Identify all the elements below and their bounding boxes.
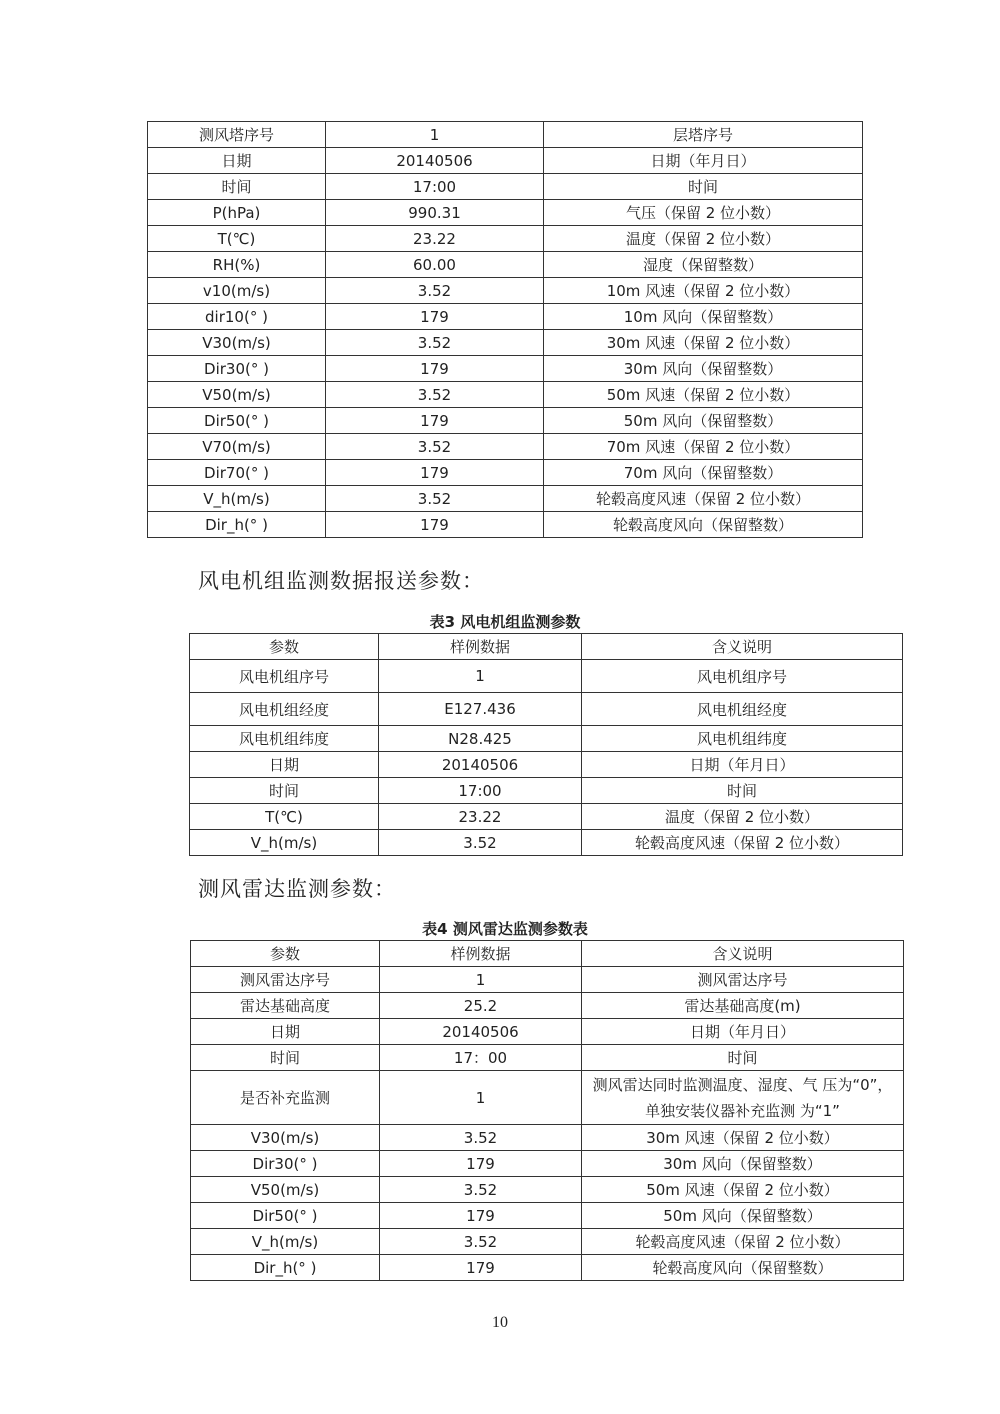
- table-cell: Dir_h(° ): [148, 512, 326, 538]
- table-cell: V50(m/s): [191, 1177, 380, 1203]
- table-cell: 17:00: [379, 778, 582, 804]
- table-cell: 20140506: [379, 752, 582, 778]
- table-cell: 10m 风向（保留整数）: [544, 304, 863, 330]
- table-cell: 20140506: [326, 148, 544, 174]
- table-cell: V70(m/s): [148, 434, 326, 460]
- table-cell: Dir_h(° ): [191, 1255, 380, 1281]
- table-row: [148, 226, 863, 252]
- table-cell: Dir50(° ): [191, 1203, 380, 1229]
- table-cell: 1: [380, 967, 582, 993]
- table-cell: 测风雷达同时监测温度、湿度、气 压为“0”，单独安装仪器补充监测 为“1”: [582, 1071, 904, 1125]
- table-row: [148, 252, 863, 278]
- table-row: [148, 174, 863, 200]
- table-cell: V30(m/s): [191, 1125, 380, 1151]
- table-cell: 3.52: [326, 330, 544, 356]
- table-cell: dir10(° ): [148, 304, 326, 330]
- table-row: [190, 660, 903, 693]
- table-cell: 3.52: [326, 486, 544, 512]
- table-cell: 179: [326, 408, 544, 434]
- table-cell: 23.22: [326, 226, 544, 252]
- section-heading-radar: 测风雷达监测参数：: [198, 877, 396, 901]
- table-row: [191, 1071, 904, 1125]
- table-row: [191, 1255, 904, 1281]
- table-caption-4: 表4 测风雷达监测参数表: [422, 920, 588, 938]
- table-cell: RH(%): [148, 252, 326, 278]
- table-header-row: [191, 941, 904, 967]
- table-cell: 样例数据: [380, 941, 582, 967]
- table-cell: 测风雷达序号: [191, 967, 380, 993]
- table-cell: 温度（保留 2 位小数）: [582, 804, 903, 830]
- table-cell: T(℃): [190, 804, 379, 830]
- table-cell: 3.52: [379, 830, 582, 856]
- table-cell: 179: [326, 460, 544, 486]
- table-cell: 179: [380, 1151, 582, 1177]
- table-cell: 日期: [191, 1019, 380, 1045]
- table-cell: 轮毂高度风向（保留整数）: [544, 512, 863, 538]
- table-cell: Dir70(° ): [148, 460, 326, 486]
- table-cell: 1: [379, 660, 582, 693]
- table-row: [191, 1045, 904, 1071]
- table-row: [148, 278, 863, 304]
- table-row: [148, 512, 863, 538]
- table-row: [190, 804, 903, 830]
- table-cell: 时间: [190, 778, 379, 804]
- table-cell: 风电机组经度: [582, 693, 903, 726]
- table-cell: 样例数据: [379, 634, 582, 660]
- table-cell: 时间: [544, 174, 863, 200]
- table-cell: 30m 风向（保留整数）: [582, 1151, 904, 1177]
- table-row: [148, 122, 863, 148]
- tower-params-table: [147, 121, 863, 538]
- table-cell: 风电机组序号: [190, 660, 379, 693]
- table-cell: 60.00: [326, 252, 544, 278]
- table-cell: 50m 风向（保留整数）: [582, 1203, 904, 1229]
- table-cell: 时间: [148, 174, 326, 200]
- table-row: [148, 434, 863, 460]
- table-cell: 日期（年月日）: [582, 752, 903, 778]
- table-cell: V_h(m/s): [191, 1229, 380, 1255]
- table-cell: 50m 风向（保留整数）: [544, 408, 863, 434]
- table-cell: 20140506: [380, 1019, 582, 1045]
- table-row: [148, 382, 863, 408]
- table-cell: 17：00: [380, 1045, 582, 1071]
- table-row: [191, 1151, 904, 1177]
- table-row: [148, 148, 863, 174]
- table-cell: 3.52: [326, 434, 544, 460]
- table-cell: 10m 风速（保留 2 位小数）: [544, 278, 863, 304]
- table-cell: 30m 风速（保留 2 位小数）: [582, 1125, 904, 1151]
- table-cell: 轮毂高度风速（保留 2 位小数）: [582, 1229, 904, 1255]
- table-cell: 3.52: [326, 278, 544, 304]
- table-cell: V50(m/s): [148, 382, 326, 408]
- table-cell: 雷达基础高度(m): [582, 993, 904, 1019]
- table-cell: 3.52: [380, 1125, 582, 1151]
- table-row: [190, 778, 903, 804]
- table-cell: 日期: [190, 752, 379, 778]
- table-cell: 3.52: [326, 382, 544, 408]
- table-row: [148, 304, 863, 330]
- table-cell: 参数: [191, 941, 380, 967]
- table-cell: 70m 风速（保留 2 位小数）: [544, 434, 863, 460]
- table-row: [148, 200, 863, 226]
- table-cell: 时间: [582, 778, 903, 804]
- table-cell: 179: [380, 1255, 582, 1281]
- table-cell: 风电机组经度: [190, 693, 379, 726]
- table-cell: Dir30(° ): [148, 356, 326, 382]
- table-cell: 3.52: [380, 1229, 582, 1255]
- table-header-row: [190, 634, 903, 660]
- table-caption-3: 表3 风电机组监测参数: [429, 613, 581, 631]
- table-cell: 气压（保留 2 位小数）: [544, 200, 863, 226]
- table-row: [191, 1019, 904, 1045]
- table-cell: 测风雷达序号: [582, 967, 904, 993]
- table-cell: V30(m/s): [148, 330, 326, 356]
- table-row: [191, 993, 904, 1019]
- table-cell: V_h(m/s): [190, 830, 379, 856]
- table-row: [190, 693, 903, 726]
- table-row: [191, 967, 904, 993]
- table-cell: 测风塔序号: [148, 122, 326, 148]
- table-row: [190, 726, 903, 752]
- table-cell: 179: [326, 304, 544, 330]
- table-row: [191, 1125, 904, 1151]
- table-cell: 1: [380, 1071, 582, 1125]
- table-cell: 层塔序号: [544, 122, 863, 148]
- table-cell: 50m 风速（保留 2 位小数）: [544, 382, 863, 408]
- table-cell: 含义说明: [582, 941, 904, 967]
- table-cell: 17:00: [326, 174, 544, 200]
- table-cell: 轮毂高度风向（保留整数）: [582, 1255, 904, 1281]
- table-cell: 轮毂高度风速（保留 2 位小数）: [582, 830, 903, 856]
- turbine-params-body: [190, 634, 903, 856]
- table-cell: 990.31: [326, 200, 544, 226]
- table-cell: 70m 风向（保留整数）: [544, 460, 863, 486]
- table-cell: 含义说明: [582, 634, 903, 660]
- table-cell: 3.52: [380, 1177, 582, 1203]
- table-row: [148, 486, 863, 512]
- table-cell: 风电机组纬度: [190, 726, 379, 752]
- table-row: [190, 830, 903, 856]
- table-cell: Dir30(° ): [191, 1151, 380, 1177]
- table-cell: 雷达基础高度: [191, 993, 380, 1019]
- table-cell: 风电机组序号: [582, 660, 903, 693]
- table-cell: 时间: [582, 1045, 904, 1071]
- table-cell: 是否补充监测: [191, 1071, 380, 1125]
- table-row: [148, 408, 863, 434]
- table-cell: 风电机组纬度: [582, 726, 903, 752]
- table-cell: 日期（年月日）: [544, 148, 863, 174]
- table-cell: 23.22: [379, 804, 582, 830]
- table-row: [191, 1229, 904, 1255]
- radar-params-body: [191, 941, 904, 1281]
- table-cell: 时间: [191, 1045, 380, 1071]
- table-cell: N28.425: [379, 726, 582, 752]
- table-cell: E127.436: [379, 693, 582, 726]
- table-cell: 50m 风速（保留 2 位小数）: [582, 1177, 904, 1203]
- table-cell: T(℃): [148, 226, 326, 252]
- turbine-params-table: [189, 633, 903, 856]
- table-row: [190, 752, 903, 778]
- table-cell: 1: [326, 122, 544, 148]
- table-cell: 179: [326, 356, 544, 382]
- table-cell: 30m 风向（保留整数）: [544, 356, 863, 382]
- radar-params-table: [190, 940, 904, 1281]
- table-row: [148, 460, 863, 486]
- table-cell: 179: [380, 1203, 582, 1229]
- section-heading-turbine: 风电机组监测数据报送参数：: [198, 569, 484, 593]
- tower-params-body: [148, 122, 863, 538]
- table-cell: 30m 风速（保留 2 位小数）: [544, 330, 863, 356]
- table-row: [148, 356, 863, 382]
- table-row: [148, 330, 863, 356]
- table-cell: v10(m/s): [148, 278, 326, 304]
- table-row: [191, 1177, 904, 1203]
- table-cell: Dir50(° ): [148, 408, 326, 434]
- page-number: 10: [492, 1314, 508, 1331]
- table-cell: 参数: [190, 634, 379, 660]
- table-cell: 179: [326, 512, 544, 538]
- table-cell: P(hPa): [148, 200, 326, 226]
- table-cell: 湿度（保留整数）: [544, 252, 863, 278]
- table-cell: V_h(m/s): [148, 486, 326, 512]
- table-cell: 轮毂高度风速（保留 2 位小数）: [544, 486, 863, 512]
- table-row: [191, 1203, 904, 1229]
- table-cell: 日期（年月日）: [582, 1019, 904, 1045]
- table-cell: 温度（保留 2 位小数）: [544, 226, 863, 252]
- table-cell: 25.2: [380, 993, 582, 1019]
- table-cell: 日期: [148, 148, 326, 174]
